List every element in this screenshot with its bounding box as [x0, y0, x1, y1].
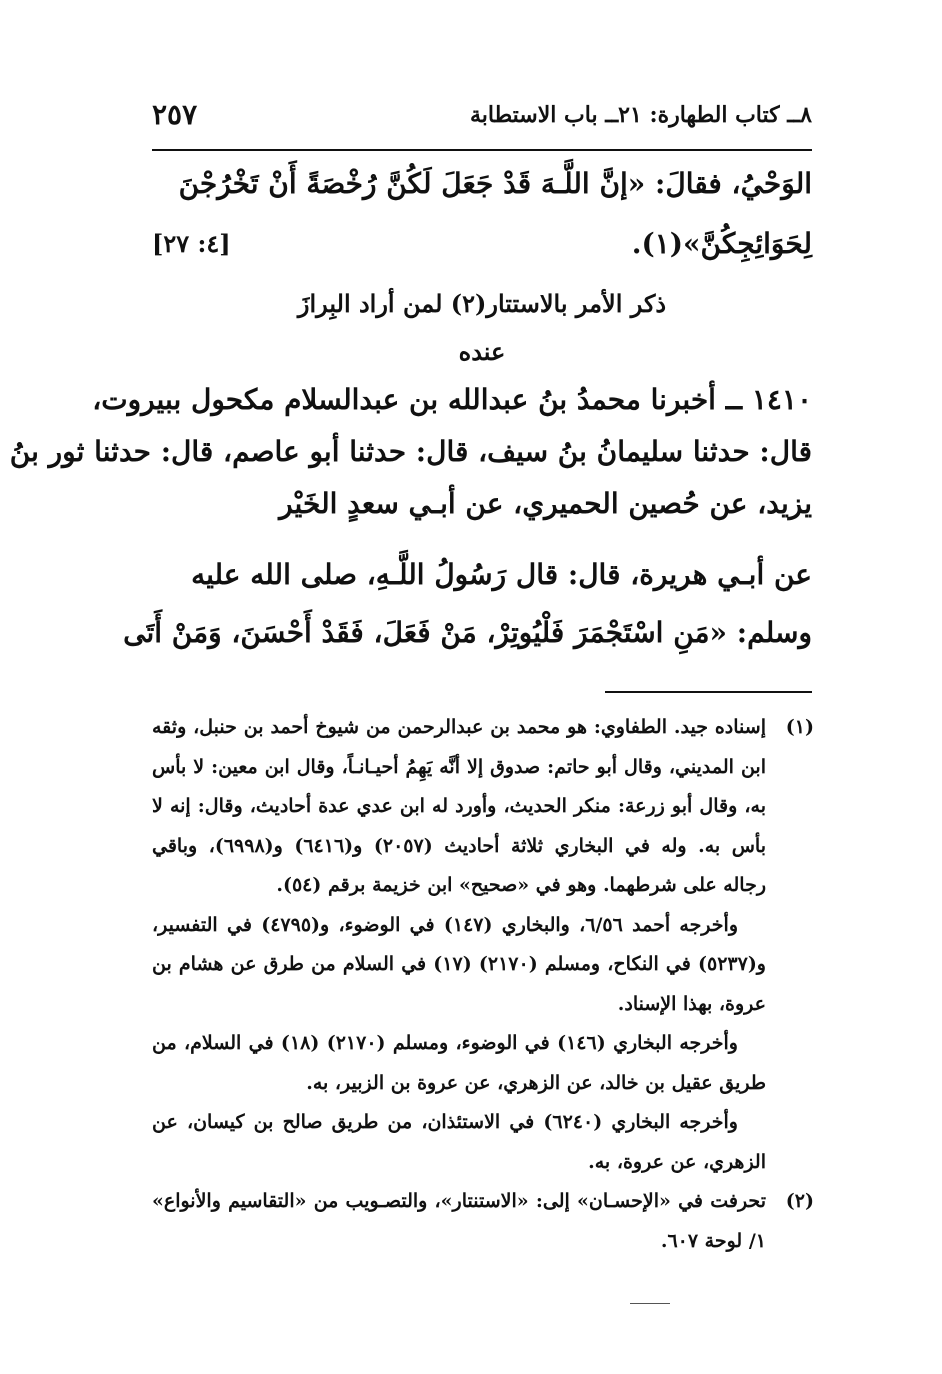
- footnote-number: (١): [785, 716, 814, 738]
- footnote-paragraph: تحرفت في «الإحسـان» إلى: «الاستنتار»، والتصـويب من «التقاسيم والأنواع» ١/ لوحة ٦٠٧.: [152, 1190, 766, 1252]
- text-line: قال: حدثنا سليمانُ بنُ سيف، قال: حدثنا أبو عاصم، قال: حدثنا ثور بنُ: [9, 435, 812, 468]
- running-head: ٨ــ كتاب الطهارة: ٢١ــ باب الاستطابة: [470, 102, 812, 128]
- text-line: ١٤١٠ ــ أخبرنا محمدُ بنُ عبدالله بن عبدالسلام مكحول ببيروت،: [92, 383, 812, 416]
- page-header: [152, 96, 812, 140]
- footnote-2: [152, 1182, 814, 1261]
- footnotes: [152, 708, 814, 1261]
- text-line: [152, 214, 812, 274]
- footnote-paragraph: وأخرجه أحمد ٦/٥٦، والبخاري (١٤٧) في الوضوء، و(٤٧٩٥) في التفسير، و(٥٢٣٧) في النكاح، ومسلم (٢١٧٠) (١٧) في السلام من طرق عن هشام بن عروة، بهذا الإسناد.: [152, 913, 766, 1015]
- heading-line: عنده: [458, 337, 506, 366]
- text-line: الوَحْيُ، فقالَ: «إنَّ اللَّـهَ قَدْ جَعَلَ لَكُنَّ رُخْصَةً أَنْ تَخْرُجْنَ: [178, 167, 812, 200]
- footnote-paragraph: إسناده جيد. الطفاوي: هو محمد بن عبدالرحمن من شيوخ أحمد بن حنبل، وثقه ابن المديني، وقال أبو حاتم: صدوق إلا أنَّه يَهِمُ أحيـانـاً، وقال ابن معين: لا بأس به، وقال أبو زرعة: منكر الحديث، وأورد له ابن عدي عدة أحاديث، وقال: إنه لا بأس به. وله في البخاري ثلاثة أحاديث (٢٠٥٧) و(٦٤١٦) و(٦٩٩٨)، وباقي رجاله على شرطهما. وهو في «صحيح» ابن خزيمة برقم (٥٤).: [152, 716, 766, 896]
- isnad-block: [9, 374, 812, 530]
- text-line: وسلم: «مَنِ اسْتَجْمَرَ فَلْيُوتِرْ، مَنْ فَعَلَ، فَقَدْ أَحْسَنَ، وَمَنْ أَتَى: [123, 616, 812, 649]
- text-line-content: لِحَوَائِجِكُنَّ»(١).: [631, 227, 812, 260]
- text-line: يزيد، عن حُصين الحميري، عن أبـي سعدٍ الخَيْر: [279, 487, 812, 520]
- hadith-reference: [٤: ٢٧]: [152, 229, 231, 258]
- footnote-rule: [605, 691, 812, 693]
- footnote-paragraph: وأخرجه البخاري (٦٢٤٠) في الاستئذان، من طريق صالح بن كيسان، عن الزهري، عن عروة، به.: [152, 1111, 766, 1173]
- page-number: ٢٥٧: [152, 98, 198, 131]
- footnote-number: (٢): [785, 1190, 814, 1212]
- text-line: عن أبـي هريرة، قال: قال رَسُولُ اللَّـهِ، صلى الله عليه: [191, 558, 812, 591]
- header-rule: [152, 149, 812, 151]
- section-heading: [152, 280, 812, 376]
- matn-block: [123, 546, 812, 662]
- footnote-1: [152, 708, 814, 1182]
- heading-line: ذكر الأمر بالاستتار(٢) لمن أراد البِرازَ: [297, 289, 667, 318]
- bottom-mark: [630, 1303, 670, 1304]
- continued-text: [152, 154, 812, 274]
- footnote-paragraph: وأخرجه البخاري (١٤٦) في الوضوء، ومسلم (٢١٧٠) (١٨) في السلام، من طريق عقيل بن خالد، عن الزهري، عن عروة بن الزبير، به.: [152, 1032, 766, 1094]
